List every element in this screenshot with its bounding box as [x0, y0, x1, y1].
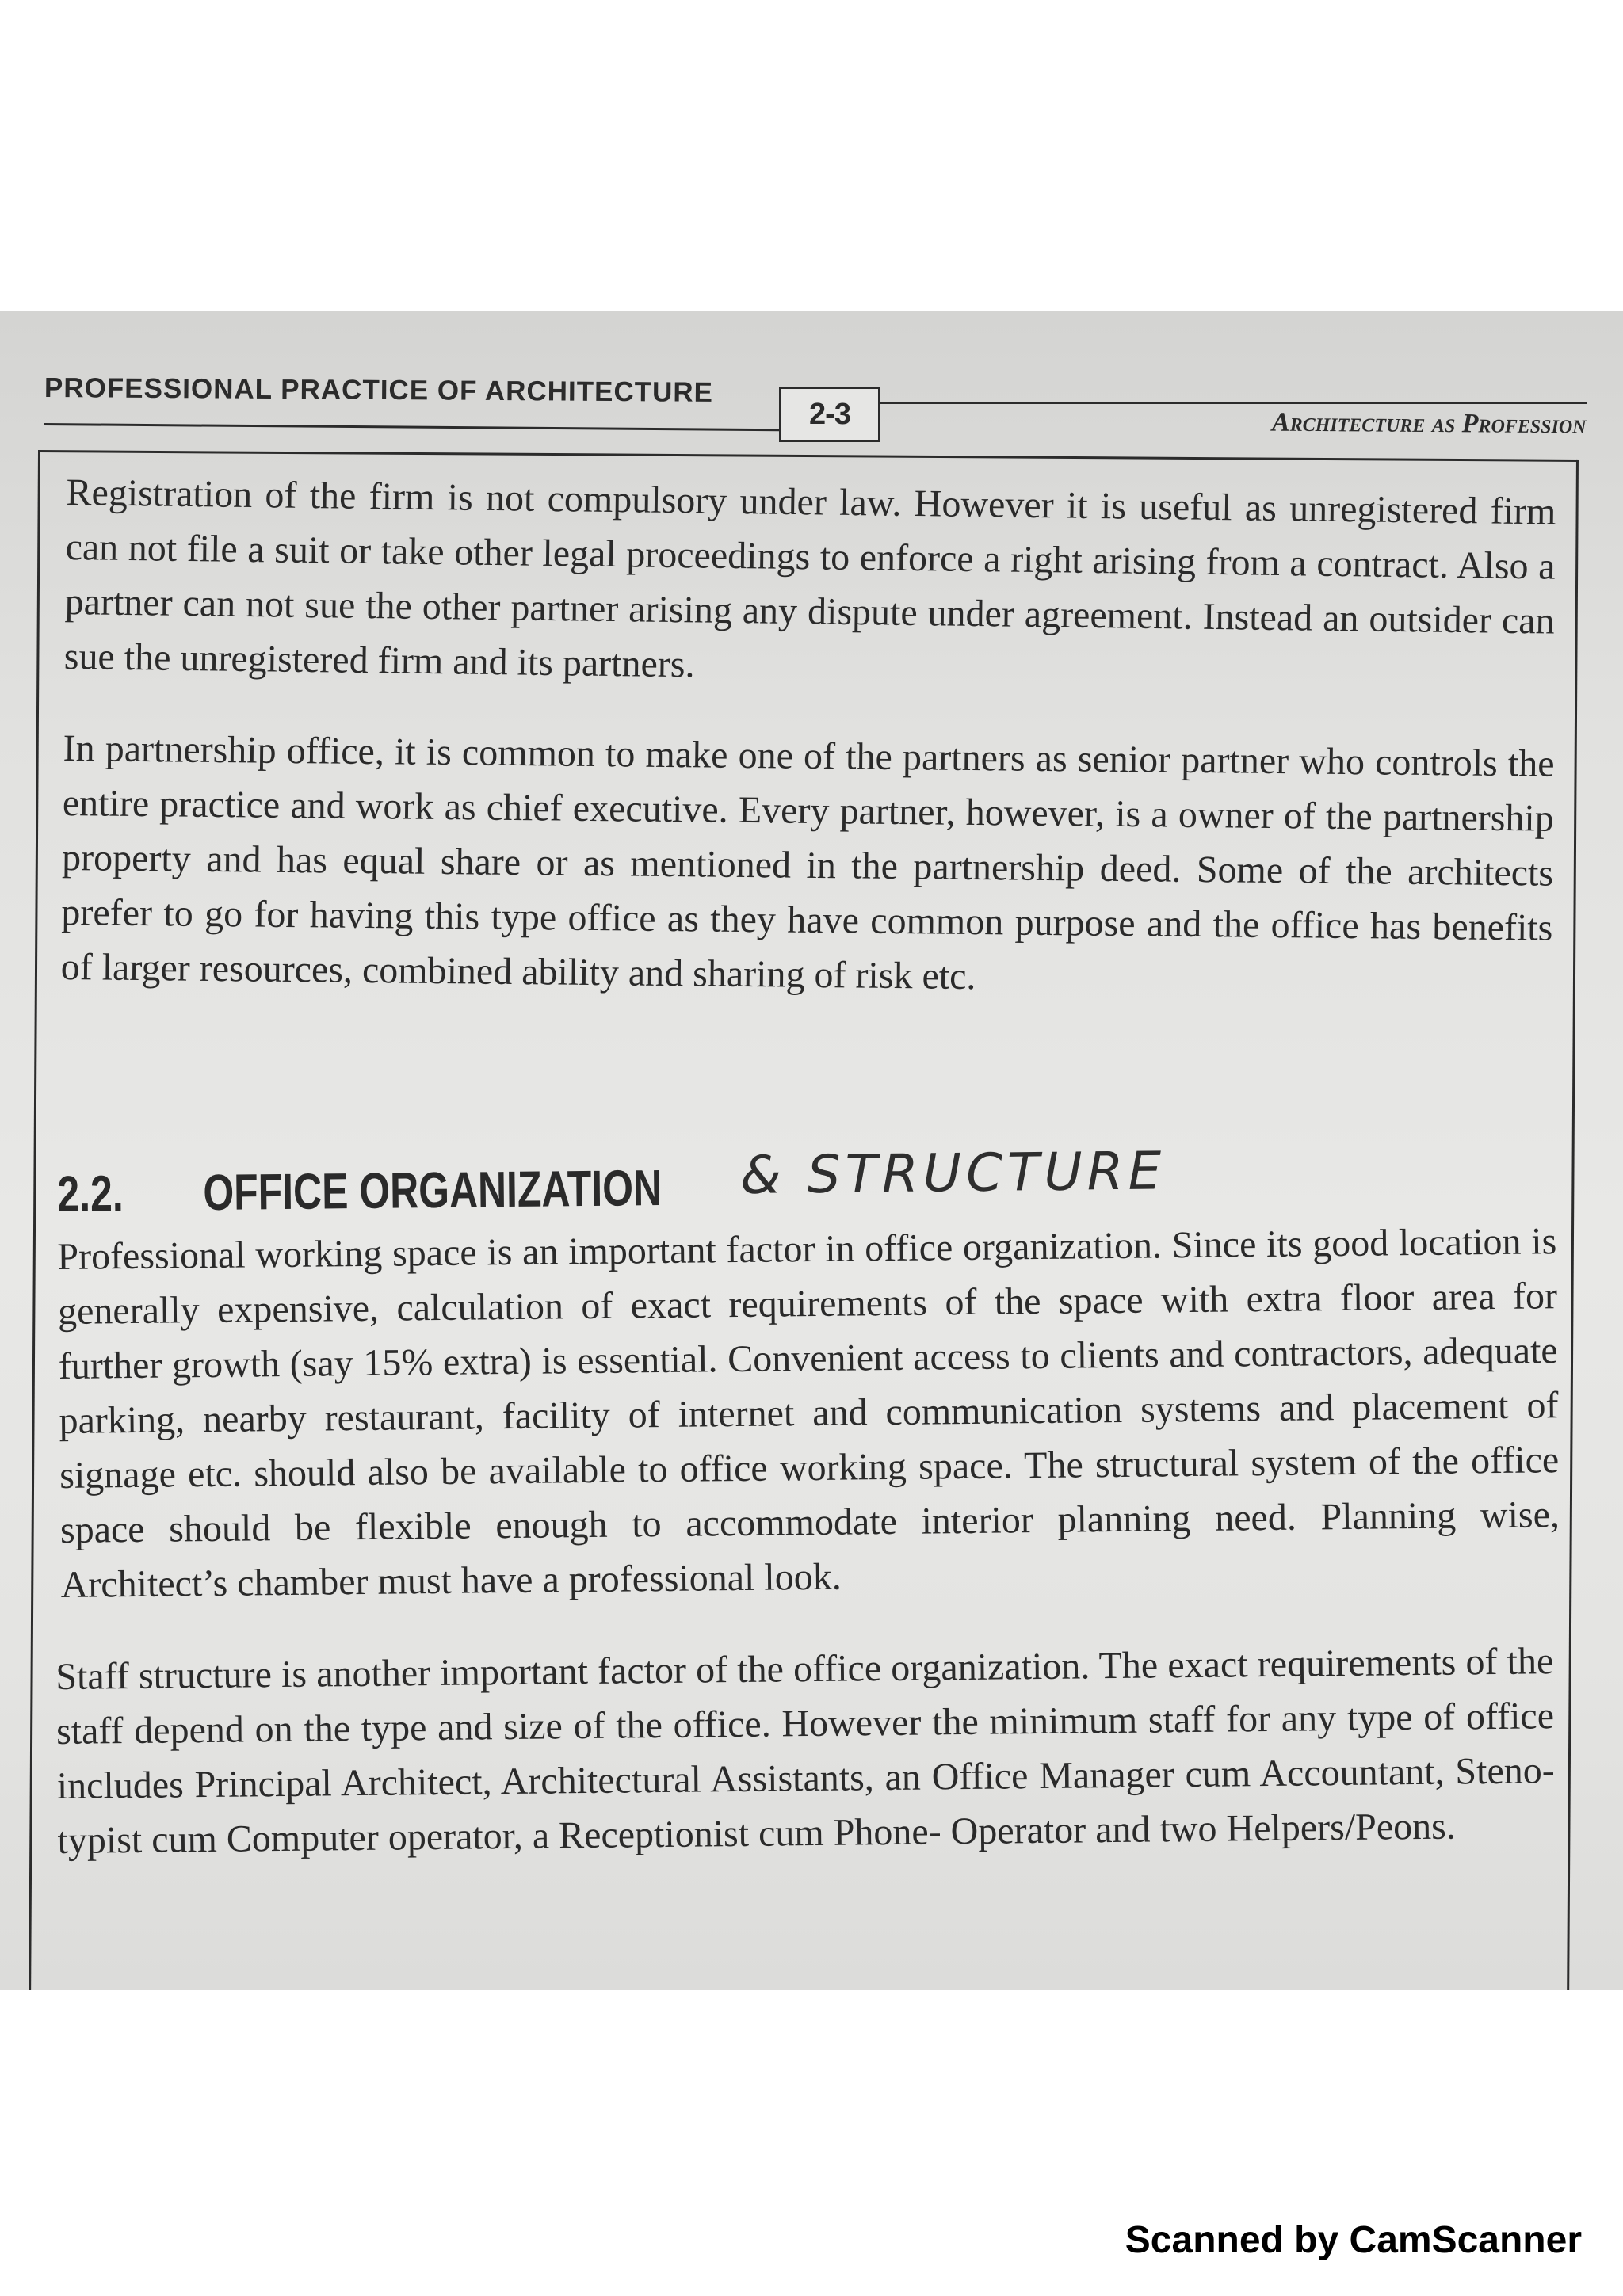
section-paragraph-staff-structure: Staff structure is another important factor of the office organization. The exact requirements of the staff depend on the type and size of the office. However the minimum staff for any type of office includes Principal Architect, Architectural Assistants, an Office Manager cum Accountant, Steno- typist cum Computer operator, a Receptionist cum Phone- Operator and two Helpers/Peons. — [55, 1640, 1555, 1862]
section-title: OFFICE ORGANIZATION — [203, 1159, 663, 1222]
section-heading — [57, 1140, 1167, 1223]
page-number-box: 2-3 — [779, 387, 880, 442]
intro-paragraph-partnership: In partnership office, it is common to make one of the partners as senior partner who controls the entire practice and work as chief executive. Every partner, however, is a owner of the partnership property and has equal share or as mentioned in the partnership deed. Some of the architects prefer to go for having this type office as they have common purpose and the office has benefits of larger resources, combined ability and sharing of risk etc. — [60, 727, 1555, 998]
book-title-header: PROFESSIONAL PRACTICE OF ARCHITECTURE — [44, 372, 714, 408]
header-rule-left — [44, 423, 780, 431]
intro-paragraph-registration: Registration of the firm is not compulsory under law. However it is useful as unregistered firm can not file a suit or take other legal proceedings to enforce a right arising from a contract. Also a partner can not sue the other partner arising any dispute under agreement. Instead an outsider can sue the unregistered firm and its partners. — [63, 471, 1556, 686]
header-rule-right — [880, 402, 1587, 404]
chapter-title-header: Architecture as Profession — [1272, 407, 1587, 440]
section-paragraph-working-space: Professional working space is an important factor in office organization. Since its good location is generally expensive, calculation of exact requirements of the space with extra floor area for further growth (say 15% extra) is essential. Convenient access to clients and contractors, adequate parking, nearby restaurant, facility of internet and communication systems and placement of signage etc. should also be available to office working space. The structural system of the office space should be flexible enough to accommodate interior planning need. Planning wise, Architect’s chamber must have a professional look. — [57, 1220, 1560, 1606]
camscanner-watermark: Scanned by CamScanner — [1125, 2219, 1582, 2261]
scanned-page-photo — [0, 311, 1623, 1990]
section-number: 2.2. — [57, 1165, 124, 1222]
handwritten-annotation: & STRUCTURE — [739, 1140, 1167, 1206]
